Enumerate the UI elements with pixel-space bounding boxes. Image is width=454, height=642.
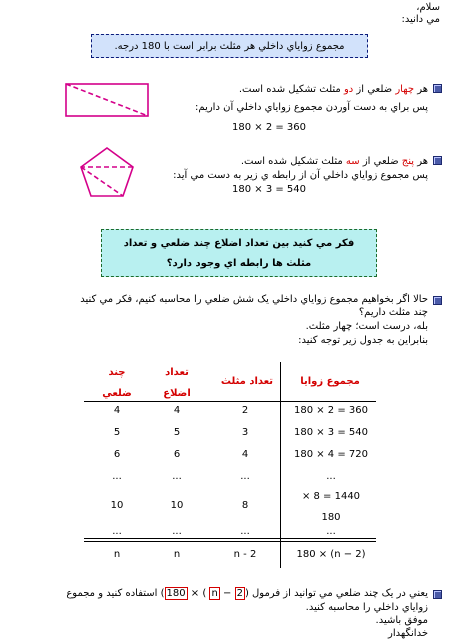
bullet-icon — [433, 590, 442, 599]
table-divider — [280, 362, 281, 568]
table-rule-bottom-2 — [84, 541, 376, 542]
cell-sum-a: × 8 = 1440 — [301, 491, 361, 502]
cell-sum: ... — [326, 471, 336, 482]
pentagon-diagram — [78, 145, 136, 199]
penta-line1 — [241, 156, 428, 167]
rectangle-diagram — [64, 80, 150, 120]
formula-n: n — [211, 588, 218, 599]
cell-sum-b: 180 — [321, 512, 341, 523]
bullet-icon — [433, 84, 442, 93]
cell-count: n — [173, 549, 181, 560]
cell-triangles: 3 — [241, 427, 249, 438]
cell-sides: 6 — [113, 449, 121, 460]
cell-count: 4 — [173, 405, 181, 416]
formula-180: 180 — [166, 588, 186, 599]
cell-triangles: ... — [240, 471, 250, 482]
note2-line1: فكر مي كنيد بين تعداد اضلاع چند ضلعي و تعداد — [123, 238, 355, 249]
conclusion-post: ) استفاده كنيد و مجموع — [66, 588, 165, 599]
question-line2: چند مثلث داريم؟ — [358, 307, 428, 318]
rect-line1-mid: ضلعي از — [353, 84, 396, 95]
cell-count: 6 — [173, 449, 181, 460]
header-angles: مجموع زوايا — [300, 376, 360, 387]
penta-line1-mid: ضلعي از — [359, 156, 402, 167]
note-triangle-sum — [91, 34, 368, 58]
question-line3: بله، درست است؛ چهار مثلث. — [305, 321, 428, 332]
table-header-rule — [84, 401, 376, 402]
cell-sides: 4 — [113, 405, 121, 416]
header-sides-a: چند — [108, 367, 126, 378]
penta-line1-pre: هر — [414, 156, 428, 167]
penta-line2: پس مجموع زواياي داخلي آن از رابطه ي زير به دست مي آيد: — [173, 170, 428, 181]
conclusion-line2: زواياي داخلي را محاسبه كنيد. — [305, 602, 428, 613]
intro-text: مي دانيد: — [401, 14, 440, 25]
header-triangles: تعداد مثلث — [220, 376, 274, 387]
conclusion-pre: يعني در يک چند ضلعي مي توانيد از فرمول ( — [244, 588, 428, 599]
rect-line1-pre: هر — [414, 84, 428, 95]
cell-sides: 5 — [113, 427, 121, 438]
greeting: سلام، — [416, 2, 440, 13]
penta-line1-three: سه — [345, 156, 360, 167]
rect-line1-post: مثلث تشكيل شده است. — [238, 84, 344, 95]
note-relationship-question — [101, 229, 377, 277]
cell-triangles: n - 2 — [233, 549, 257, 560]
note-triangle-sum-text: مجموع زواياي داخلي هر مثلث برابر است با 180 درجه. — [114, 40, 345, 52]
penta-line1-five: پنج — [401, 156, 415, 167]
cell-triangles: 4 — [241, 449, 249, 460]
penta-line1-post: مثلث تشكيل شده است. — [240, 156, 346, 167]
cell-sides: ... — [112, 526, 122, 537]
closing-line1: موفق باشيد. — [375, 615, 428, 626]
note2-line2: مثلث ها رابطه اي وجود دارد؟ — [166, 258, 312, 269]
question-line4: بنابراين به جدول زير توجه كنيد: — [298, 335, 428, 346]
rect-line1-two: دو — [343, 84, 354, 95]
cell-triangles: 2 — [241, 405, 249, 416]
pentagon-diagonal-1 — [81, 167, 123, 196]
cell-sum: 180 × 3 = 540 — [293, 427, 368, 438]
cell-count: ... — [172, 526, 182, 537]
cell-triangles: ... — [240, 526, 250, 537]
rect-line2: پس براي به دست آوردن مجموع زواياي داخلي آن داريم: — [195, 102, 428, 113]
table-rule-bottom-1 — [84, 538, 376, 539]
penta-formula: 180 × 3 = 540 — [232, 184, 307, 195]
formula-two: 2 — [236, 588, 243, 599]
rect-formula: 180 × 2 = 360 — [232, 122, 307, 133]
formula-inline — [165, 588, 245, 599]
rectangle-diagonal — [66, 84, 148, 116]
cell-sum: 180 × 2 = 360 — [293, 405, 368, 416]
closing-line2: خدانگهدار — [388, 628, 428, 639]
formula-times: × ( — [190, 588, 207, 599]
header-count-a: تعداد — [165, 367, 189, 378]
cell-sum: ... — [326, 526, 336, 537]
rect-line1 — [239, 84, 428, 95]
rect-line1-four: چهار — [395, 84, 415, 95]
question-line1: حالا اگر بخواهيم مجموع زواياي داخلي يک شش ضلعي را محاسبه کنيم، فکر مي کنيد — [80, 294, 428, 305]
cell-sum: 180 × (n − 2) — [296, 549, 366, 560]
cell-sides: 10 — [110, 500, 124, 511]
header-sides-b: ضلعي — [102, 388, 132, 399]
cell-sides: n — [113, 549, 121, 560]
cell-sides: ... — [112, 471, 122, 482]
cell-count: ... — [172, 471, 182, 482]
bullet-icon — [433, 156, 442, 165]
bullet-icon — [433, 296, 442, 305]
cell-sum: 180 × 4 = 720 — [293, 449, 368, 460]
formula-minus: − — [222, 588, 232, 599]
cell-count: 10 — [170, 500, 184, 511]
header-count-b: اضلاع — [163, 388, 191, 399]
cell-count: 5 — [173, 427, 181, 438]
cell-triangles: 8 — [241, 500, 249, 511]
conclusion-line1 — [66, 588, 428, 599]
